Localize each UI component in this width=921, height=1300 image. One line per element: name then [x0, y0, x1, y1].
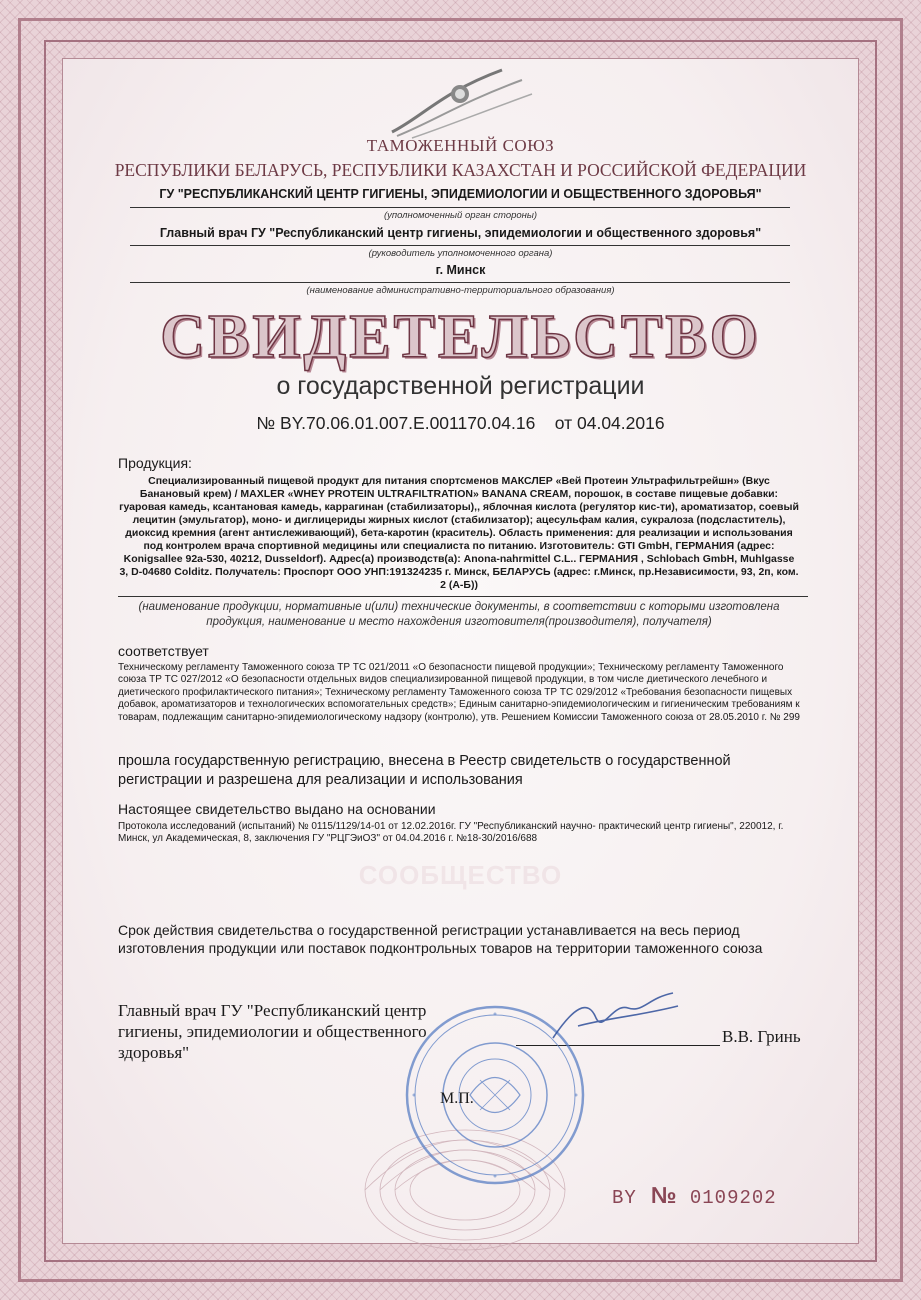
- city-underline: [130, 282, 790, 283]
- product-underline: [118, 596, 808, 597]
- city-caption: (наименование административно-территориального образования): [306, 285, 615, 296]
- certificate-title: СВИДЕТЕЛЬСТВО: [160, 303, 761, 371]
- serial-prefix: BY: [612, 1187, 637, 1209]
- validity-statement: Срок действия свидетельства о государственной регистрации устанавливается на весь период изготовления продукции или поставок подконтрольных товаров на территории таможенного союза: [118, 922, 763, 956]
- signer-name: В.В. Гринь: [722, 1027, 801, 1046]
- basis-text: Протокола исследований (испытаний) № 0115/1129/14-01 от 12.02.2016г. ГУ "Республиканский научно- практический центр гигиены", 220012, г. Минск, ул Академическая, 8, заключения ГУ "РЦГЭиОЗ" от 04.04.2016 г. №18-30/2016/688: [118, 821, 784, 845]
- watermark-text: СООБЩЕСТВО: [358, 860, 563, 890]
- complies-label: соответствует: [118, 643, 209, 659]
- product-description: Специализированный пищевой продукт для питания спортсменов МАКСЛЕР «Вей Протеин Ультрафильтрейшн» (Вкус Банановый крем) / MAXLER «WHEY PROTEIN ULTRAFILTRATION» BANANA CREAM, порошок, в составе пищевые добавки: гуаровая камедь, ксантановая камедь, каррагинан (стабилизаторы),, яблочная кислота (регулятор кис-ти), ароматизатор, соевый лецитин (эмульгатор), моно- и диглицериды жирных кислот (стабилизатор); ацесульфам калия, сукралоза (подсластитель), диоксид кремния (агент антислеживающий), бета-каротин (краситель). Область применения: для реализации и использования под контролем врача спортивной медицины или специалиста по питанию. Изготовитель: GTI GmbH, ГЕРМАНИЯ (адрес: Konigsallee 92а-530, 40212, Dusseldorf). Адрес(а) производств(а): Anona-nahrmittel C.L.. ГЕРМАНИЯ , Schlobach GmbH, Muhlgasse 3, D-04680 Colditz. Получатель: Проспорт ООО УНП:191324235 г. Минск, БЕЛАРУСЬ (адрес: г.Минск, пр.Независимости, 93, 2п, ком. 2 (А-Б)): [119, 475, 799, 591]
- head-caption: (руководитель уполномоченного органа): [368, 248, 553, 259]
- head-underline: [130, 245, 790, 246]
- city: г. Минск: [435, 263, 486, 277]
- regulations-text: Техническому регламенту Таможенного союза ТР ТС 021/2011 «О безопасности пищевой продукции»; Техническому регламенту Таможенного союза ТР ТС 027/2012 «О безопасности отдельных видов специализированной пищевой продукции, в том числе диетического лечебного и диетического профилактического питания»; Техническому регламенту Таможенного союза ТР ТС 029/2012 «Требования безопасности пищевых добавок, ароматизаторов и технологических вспомогательных средств»; Единым санитарно-эпидемиологическим и гигиеническим требованиям к товарам, подлежащим санитарно-эпидемиологическому надзору (контролю), утв. Решением Комиссии Таможенного союза от 28.05.2010 г. № 299: [118, 662, 800, 723]
- serial-no-sign: №: [650, 1182, 678, 1208]
- authorized-organization: ГУ "РЕСПУБЛИКАНСКИЙ ЦЕНТР ГИГИЕНЫ, ЭПИДЕМИОЛОГИИ И ОБЩЕСТВЕННОГО ЗДОРОВЬЯ": [159, 187, 762, 201]
- handwritten-signature: [548, 988, 683, 1048]
- registration-statement: прошла государственную регистрацию, внесена в Реестр свидетельств о государственной регистрации и разрешена для реализации и использования: [118, 753, 731, 788]
- org-underline: [130, 207, 790, 208]
- basis-label: Настоящее свидетельство выдано на основании: [118, 801, 436, 817]
- customs-union-emblem: [372, 62, 548, 142]
- customs-union-title: ТАМОЖЕННЫЙ СОЮЗ: [366, 136, 555, 155]
- certificate-number: № BY.70.06.01.007.E.001170.04.16 от 04.04.2016: [256, 413, 665, 433]
- republics-title: РЕСПУБЛИКИ БЕЛАРУСЬ, РЕСПУБЛИКИ КАЗАХСТАН И РОССИЙСКОЙ ФЕДЕРАЦИИ: [114, 160, 807, 180]
- serial-number: 0109202: [689, 1187, 777, 1209]
- certificate-subtitle: о государственной регистрации: [276, 372, 645, 400]
- seal-placeholder-label: М.П.: [440, 1090, 474, 1107]
- product-caption: (наименование продукции, нормативные и(или) технические документы, в соответствии с которыми изготовлена продукция, наименование и место нахождения изготовителя(производителя), получателя): [138, 601, 780, 628]
- product-label: Продукция:: [118, 455, 192, 471]
- form-serial-number: [612, 1182, 777, 1209]
- signer-position: Главный врач ГУ "Республиканский центр гигиены, эпидемиологии и общественного здоровья": [118, 1001, 427, 1062]
- organization-caption: (уполномоченный орган стороны): [383, 210, 538, 221]
- organization-head: Главный врач ГУ "Республиканский центр гигиены, эпидемиологии и общественного здоровья": [159, 226, 762, 240]
